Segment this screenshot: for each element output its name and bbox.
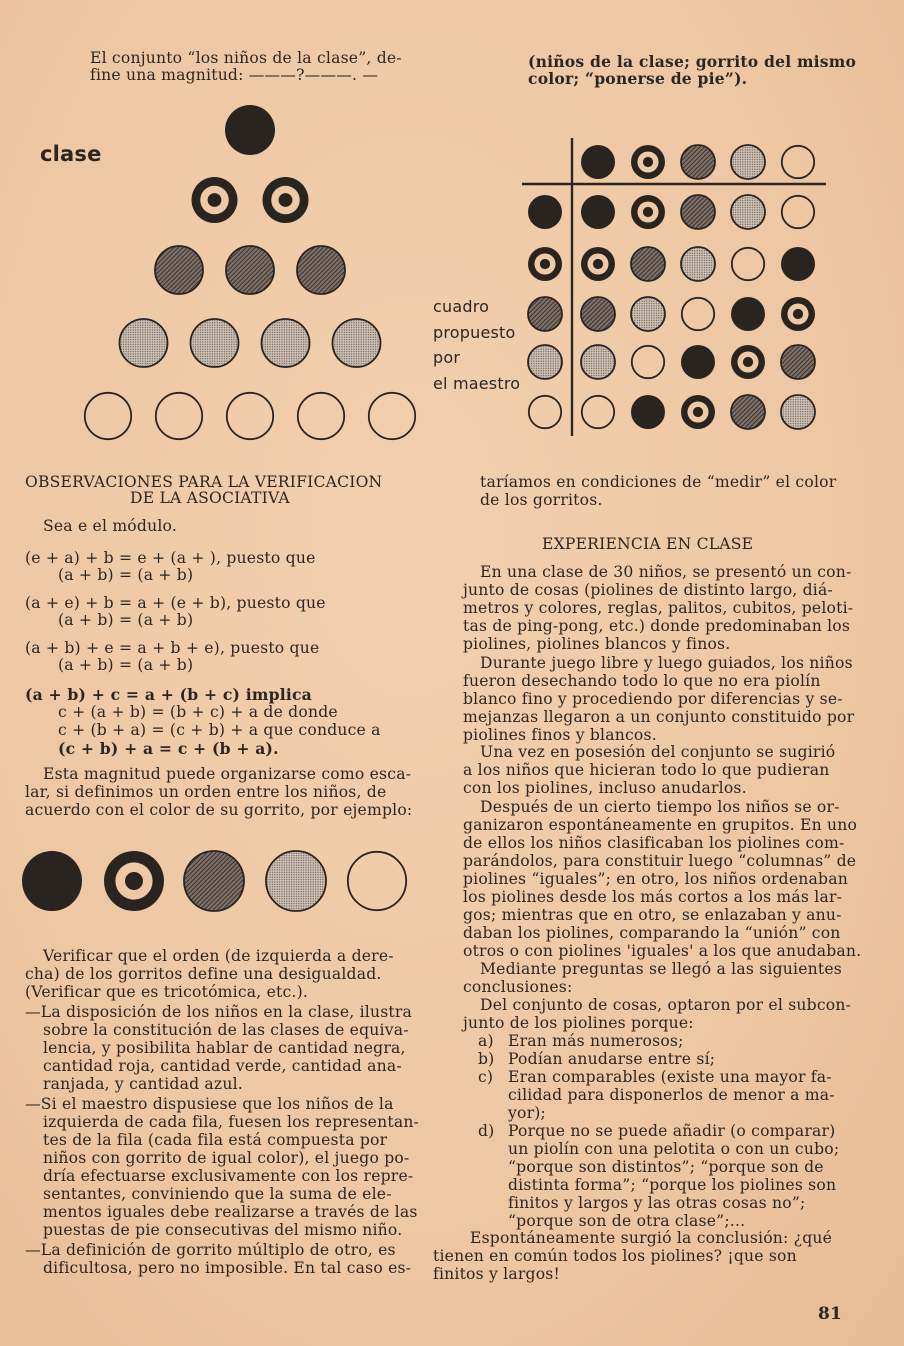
text-line: piolines, piolines blancos y finos. xyxy=(463,635,731,653)
text-line: lar, si definimos un orden entre los niños, de xyxy=(25,783,387,801)
black-hat-icon xyxy=(781,247,815,281)
hatched-hat-icon xyxy=(581,297,615,331)
black-hat-icon xyxy=(225,105,275,155)
target-hat-icon xyxy=(631,145,665,179)
formula-line: (a + b) + c = a + (b + c) implica xyxy=(25,685,312,704)
dotted-hat-icon xyxy=(333,319,381,367)
text-line: —Si el maestro dispusiese que los niños de la xyxy=(25,1095,394,1113)
text-line: dría efectuarse exclusivamente con los repre- xyxy=(43,1167,414,1185)
text-line: gos; mientras que en otro, se enlazaban y anu- xyxy=(463,906,842,924)
text-line: parándolos, para constituir luego “columnas” de xyxy=(463,852,857,870)
page-number: 81 xyxy=(818,1304,843,1324)
text-line: otros o con piolines 'iguales' a los que anudaban. xyxy=(463,942,862,960)
dotted-hat-icon xyxy=(731,145,765,179)
text-line: los piolines desde los más cortos a los más lar- xyxy=(463,888,843,906)
text-line: Espontáneamente surgió la conclusión: ¿qué xyxy=(470,1229,833,1247)
target-hat-icon xyxy=(681,395,715,429)
text-line: niños con gorrito de igual color), el juego po- xyxy=(43,1149,410,1167)
dotted-hat-icon xyxy=(191,319,239,367)
formula-line: (c + b) + a = c + (b + a). xyxy=(58,739,279,758)
target-hat-icon xyxy=(104,851,164,911)
formula-line: (a + b) = (a + b) xyxy=(58,656,194,674)
black-hat-icon xyxy=(22,851,82,911)
text-line: sentantes, conviniendo que la suma de ele- xyxy=(43,1185,392,1203)
text-line: Verificar que el orden (de izquierda a dere- xyxy=(43,947,394,965)
text-line: tas de ping-pong, etc.) donde predominaban los xyxy=(463,617,851,635)
list-item: un piolín con una pelotita o con un cubo; xyxy=(508,1140,840,1158)
list-item: “porque son de otra clase”;... xyxy=(508,1212,746,1230)
list-item: “porque son distintos”; “porque son de xyxy=(508,1158,824,1176)
hatched-hat-icon xyxy=(528,297,562,331)
text-line: Durante juego libre y luego guiados, los niños xyxy=(480,654,853,672)
list-marker: c) xyxy=(478,1068,494,1086)
text-line: cantidad roja, cantidad verde, cantidad ana- xyxy=(43,1057,402,1075)
dotted-hat-icon xyxy=(528,345,562,379)
text-line: —La definición de gorrito múltiplo de otro, es xyxy=(25,1241,396,1259)
white-hat-icon xyxy=(529,396,561,428)
list-marker: a) xyxy=(478,1032,494,1050)
white-hat-icon xyxy=(782,146,814,178)
dotted-hat-icon xyxy=(120,319,168,367)
white-hat-icon xyxy=(156,393,202,439)
text-line: Mediante preguntas se llegó a las siguientes xyxy=(480,960,842,978)
white-hat-icon xyxy=(682,298,714,330)
black-hat-icon xyxy=(528,195,562,229)
text-line: Una vez en posesión del conjunto se sugirió xyxy=(480,743,836,761)
list-marker: b) xyxy=(478,1050,495,1068)
text-line: Esta magnitud puede organizarse como esca- xyxy=(43,765,412,783)
list-item: Eran más numerosos; xyxy=(508,1032,684,1050)
intro-line: El conjunto “los niños de la clase”, de- xyxy=(90,49,402,67)
clase-label: clase xyxy=(40,142,102,166)
text-line: metros y colores, reglas, palitos, cubitos, peloti- xyxy=(463,599,854,617)
target-hat-icon xyxy=(581,247,615,281)
text-line: lencia, y posibilita hablar de cantidad negra, xyxy=(43,1039,406,1057)
text-line: izquierda de cada fila, fuesen los representan- xyxy=(43,1113,420,1131)
hatched-hat-icon xyxy=(297,246,345,294)
text-line: ranjada, y cantidad azul. xyxy=(43,1075,243,1093)
list-item: Podían anudarse entre sí; xyxy=(508,1050,716,1068)
section-title: OBSERVACIONES PARA LA VERIFICACION xyxy=(25,473,383,491)
text-line: ganizaron espontáneamente en grupitos. En uno xyxy=(463,816,858,834)
white-hat-icon xyxy=(85,393,131,439)
section-title: EXPERIENCIA EN CLASE xyxy=(542,535,754,553)
cuadro-label-line: el maestro xyxy=(433,373,521,393)
hatched-hat-icon xyxy=(184,851,244,911)
hatched-hat-icon xyxy=(155,246,203,294)
dotted-hat-icon xyxy=(266,851,326,911)
target-hat-icon xyxy=(631,195,665,229)
text-line: conclusiones: xyxy=(463,978,573,996)
list-marker: d) xyxy=(478,1122,495,1140)
text-line: fueron desechando todo lo que no era piolín xyxy=(463,672,821,690)
formula-line: c + (b + a) = (c + b) + a que conduce a xyxy=(58,721,381,739)
cuadro-label-line: cuadro xyxy=(433,297,490,316)
text-line: piolines “iguales”; en otro, los niños ordenaban xyxy=(463,870,848,888)
white-hat-icon xyxy=(227,393,273,439)
text-line: En una clase de 30 niños, se presentó un con- xyxy=(480,563,852,581)
list-item: cilidad para disponerlos de menor a ma- xyxy=(508,1086,835,1104)
hatched-hat-icon xyxy=(731,395,765,429)
text-line: acuerdo con el color de su gorrito, por ejemplo: xyxy=(25,801,413,819)
text-line: blanco fino y procediendo por diferencias y se- xyxy=(463,690,843,708)
text-line: mentos iguales debe realizarse a través de las xyxy=(43,1203,418,1221)
white-hat-icon xyxy=(732,248,764,280)
intro-line: (niños de la clase; gorrito del mismo xyxy=(528,52,857,71)
text-line: daban los piolines, comparando la “unión” con xyxy=(463,924,841,942)
white-hat-icon xyxy=(632,346,664,378)
hat-order-row xyxy=(22,851,406,911)
list-item: yor); xyxy=(508,1104,546,1122)
cuadro-label-line: por xyxy=(433,348,461,367)
text-line: Después de un cierto tiempo los niños se or- xyxy=(480,798,840,816)
target-hat-icon xyxy=(781,297,815,331)
list-item: finitos y largos y las otras cosas no”; xyxy=(508,1194,806,1212)
hatched-hat-icon xyxy=(226,246,274,294)
text-line: finitos y largos! xyxy=(433,1265,560,1283)
dotted-hat-icon xyxy=(731,195,765,229)
hatched-hat-icon xyxy=(681,145,715,179)
text-line: —La disposición de los niños en la clase, ilustra xyxy=(25,1003,413,1021)
intro-line: fine una magnitud: ———?———. — xyxy=(90,66,379,84)
target-hat-icon xyxy=(192,177,238,223)
text-line: piolines finos y blancos. xyxy=(463,726,657,744)
black-hat-icon xyxy=(681,345,715,379)
list-item: distinta forma”; “porque los piolines son xyxy=(508,1176,837,1194)
text-line: a los niños que hicieran todo lo que pudieran xyxy=(463,761,830,779)
text-line: (Verificar que es tricotómica, etc.). xyxy=(25,983,309,1001)
text-line: Del conjunto de cosas, optaron por el subcon- xyxy=(480,996,852,1014)
text-line: con los piolines, incluso anudarlos. xyxy=(463,779,747,797)
text-line: dificultosa, pero no imposible. En tal caso es- xyxy=(43,1259,412,1277)
text-line: junto de cosas (piolines de distinto largo, diá- xyxy=(463,581,833,599)
formula-line: c + (a + b) = (b + c) + a de donde xyxy=(58,703,338,721)
black-hat-icon xyxy=(581,195,615,229)
text-line: mejanzas llegaron a un conjunto constituido por xyxy=(463,708,855,726)
text-line: puestas de pie consecutivas del mismo niño. xyxy=(43,1221,403,1239)
cuadro-label-line: propuesto xyxy=(433,322,516,342)
white-hat-icon xyxy=(348,852,406,910)
white-hat-icon xyxy=(582,396,614,428)
white-hat-icon xyxy=(369,393,415,439)
list-item: Eran comparables (existe una mayor fa- xyxy=(508,1068,832,1086)
formula-line: (a + b) + e = a + b + e), puesto que xyxy=(25,639,320,657)
hatched-hat-icon xyxy=(681,195,715,229)
section-title: DE LA ASOCIATIVA xyxy=(130,489,290,507)
formula-line: (a + e) + b = a + (e + b), puesto que xyxy=(25,594,326,612)
text-line: taríamos en condiciones de “medir” el color xyxy=(480,473,837,491)
target-hat-icon xyxy=(528,247,562,281)
black-hat-icon xyxy=(631,395,665,429)
target-hat-icon xyxy=(263,177,309,223)
text-line: junto de los piolines porque: xyxy=(463,1014,694,1032)
text-line: sobre la constitución de las clases de equiva- xyxy=(43,1021,409,1039)
hatched-hat-icon xyxy=(781,345,815,379)
black-hat-icon xyxy=(731,297,765,331)
text-line: cha) de los gorritos define una desigualdad. xyxy=(25,965,382,983)
text-line: de los gorritos. xyxy=(480,491,603,509)
text-line: tienen en común todos los piolines? ¡que son xyxy=(433,1247,797,1265)
dotted-hat-icon xyxy=(631,297,665,331)
cuadro-label xyxy=(433,294,520,396)
target-hat-icon xyxy=(731,345,765,379)
black-hat-icon xyxy=(581,145,615,179)
white-hat-icon xyxy=(298,393,344,439)
white-hat-icon xyxy=(782,196,814,228)
text-line: Sea e el módulo. xyxy=(43,517,177,535)
formula-line: (a + b) = (a + b) xyxy=(58,611,194,629)
dotted-hat-icon xyxy=(781,395,815,429)
formula-line: (e + a) + b = e + (a + ), puesto que xyxy=(25,549,316,567)
class-pyramid-diagram xyxy=(85,105,415,439)
hatched-hat-icon xyxy=(631,247,665,281)
formula-line: (a + b) = (a + b) xyxy=(58,566,194,584)
dotted-hat-icon xyxy=(681,247,715,281)
list-item: Porque no se puede añadir (o comparar) xyxy=(508,1122,836,1140)
text-line: de ellos los niños clasificaban los piolines com- xyxy=(463,834,845,852)
text-line: tes de la fila (cada fila está compuesta por xyxy=(43,1131,388,1149)
dotted-hat-icon xyxy=(581,345,615,379)
dotted-hat-icon xyxy=(262,319,310,367)
intro-line: color; “ponerse de pie”). xyxy=(528,69,748,88)
teacher-grid-diagram xyxy=(522,138,826,436)
